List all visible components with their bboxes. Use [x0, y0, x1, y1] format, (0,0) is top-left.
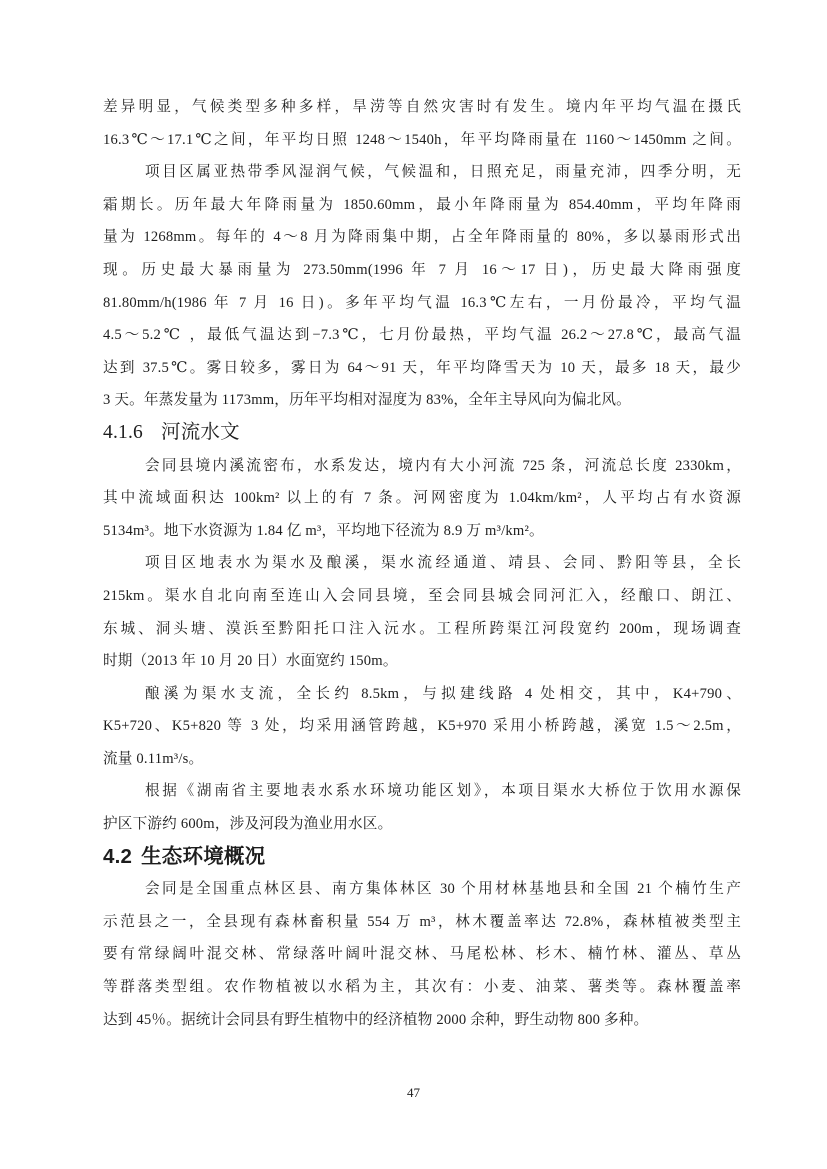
text-line: 量为 1268mm。每年的 4～8 月为降雨集中期，占全年降雨量的 80%，多以暴雨形式出	[103, 229, 741, 246]
text-line: 流量 0.11m³/s。	[103, 750, 204, 767]
text-line: 护区下游约 600m，涉及河段为渔业用水区。	[103, 816, 393, 833]
text-line: 16.3℃～17.1℃之间，年平均日照 1248～1540h，年平均降雨量在 1160～1450mm 之间。	[103, 131, 741, 148]
section-number: 4.1.6	[103, 421, 143, 443]
text-line: 时期（2013 年 10 月 20 日）水面宽约 150m。	[103, 653, 398, 670]
text-line: 差异明显，气候类型多种多样，旱涝等自然灾害时有发生。境内年平均气温在摄氏	[103, 99, 741, 115]
section-title: 生态环境概况	[141, 844, 266, 868]
text-line: 根据《湖南省主要地表水系水环境功能区划》，本项目渠水大桥位于饮用水源保	[145, 783, 741, 800]
text-line: 3 天。年蒸发量为 1173mm，历年平均相对湿度为 83%，全年主导风向为偏北风。	[103, 392, 631, 409]
text-line: 霜期长。历年最大年降雨量为 1850.60mm，最小年降雨量为 854.40mm，平均年降雨	[103, 196, 741, 213]
section-heading-4-2	[103, 841, 741, 874]
text-line: 215km。渠水自北向南至连山入会同县境，至会同县城会同河汇入，经酿口、朗江、	[103, 587, 741, 604]
text-line: 要有常绿阔叶混交林、常绿落叶阔叶混交林、马尾松林、杉木、楠竹林、灌丛、草丛	[103, 946, 741, 963]
text-line: K5+720、K5+820 等 3 处，均采用涵管跨越，K5+970 采用小桥跨越，溪宽 1.5～2.5m，	[103, 718, 741, 735]
text-line: 4.5～5.2℃ ，最低气温达到−7.3℃，七月份最热，平均气温 26.2～27.8℃，最高气温	[103, 327, 741, 344]
section-number: 4.2	[103, 844, 133, 868]
text-line: 东城、洞头塘、漠浜至黔阳托口注入沅水。工程所跨渠江河段宽约 200m，现场调查	[103, 620, 741, 637]
text-line: 会同县境内溪流密布，水系发达，境内有大小河流 725 条，河流总长度 2330km，	[145, 457, 741, 474]
text-line: 项目区属亚热带季风湿润气候，气候温和，日照充足，雨量充沛，四季分明，无	[145, 164, 741, 181]
text-line: 示范县之一，全县现有森林畜积量 554 万 m³，林木覆盖率达 72.8%，森林植被类型主	[103, 913, 741, 930]
text-line: 现。历史最大暴雨量为 273.50mm(1996 年 7 月 16～17 日)，历史最大降雨强度	[103, 261, 741, 278]
text-line: 5134m³。地下水资源为 1.84 亿 m³，平均地下径流为 8.9 万 m³/km²。	[103, 522, 544, 539]
text-line: 达到 37.5℃。雾日较多，雾日为 64～91 天，年平均降雪天为 10 天，最多 18 天，最少	[103, 359, 741, 376]
text-line: 酿溪为渠水支流，全长约 8.5km，与拟建线路 4 处相交，其中，K4+790、	[145, 685, 741, 702]
text-line: 会同是全国重点林区县、南方集体林区 30 个用材林基地县和全国 21 个楠竹生产	[145, 881, 741, 898]
section-heading-4-1-6	[103, 417, 741, 450]
section-title: 河流水文	[161, 421, 240, 443]
page-number: 47	[407, 1085, 420, 1100]
text-line: 等群落类型组。农作物植被以水稻为主，其次有：小麦、油菜、薯类等。森林覆盖率	[103, 979, 741, 996]
text-line: 其中流域面积达 100km² 以上的有 7 条。河网密度为 1.04km/km²，人平均占有水资源	[103, 490, 741, 507]
text-line: 项目区地表水为渠水及酿溪，渠水流经通道、靖县、会同、黔阳等县，全长	[145, 555, 741, 572]
page-footer	[0, 1085, 827, 1101]
text-line: 达到 45％。据统计会同县有野生植物中的经济植物 2000 余种，野生动物 800 多种。	[103, 1011, 649, 1028]
text-line: 81.80mm/h(1986 年 7 月 16 日)。多年平均气温 16.3℃左右，一月份最冷，平均气温	[103, 294, 741, 311]
page-content	[103, 91, 741, 1036]
